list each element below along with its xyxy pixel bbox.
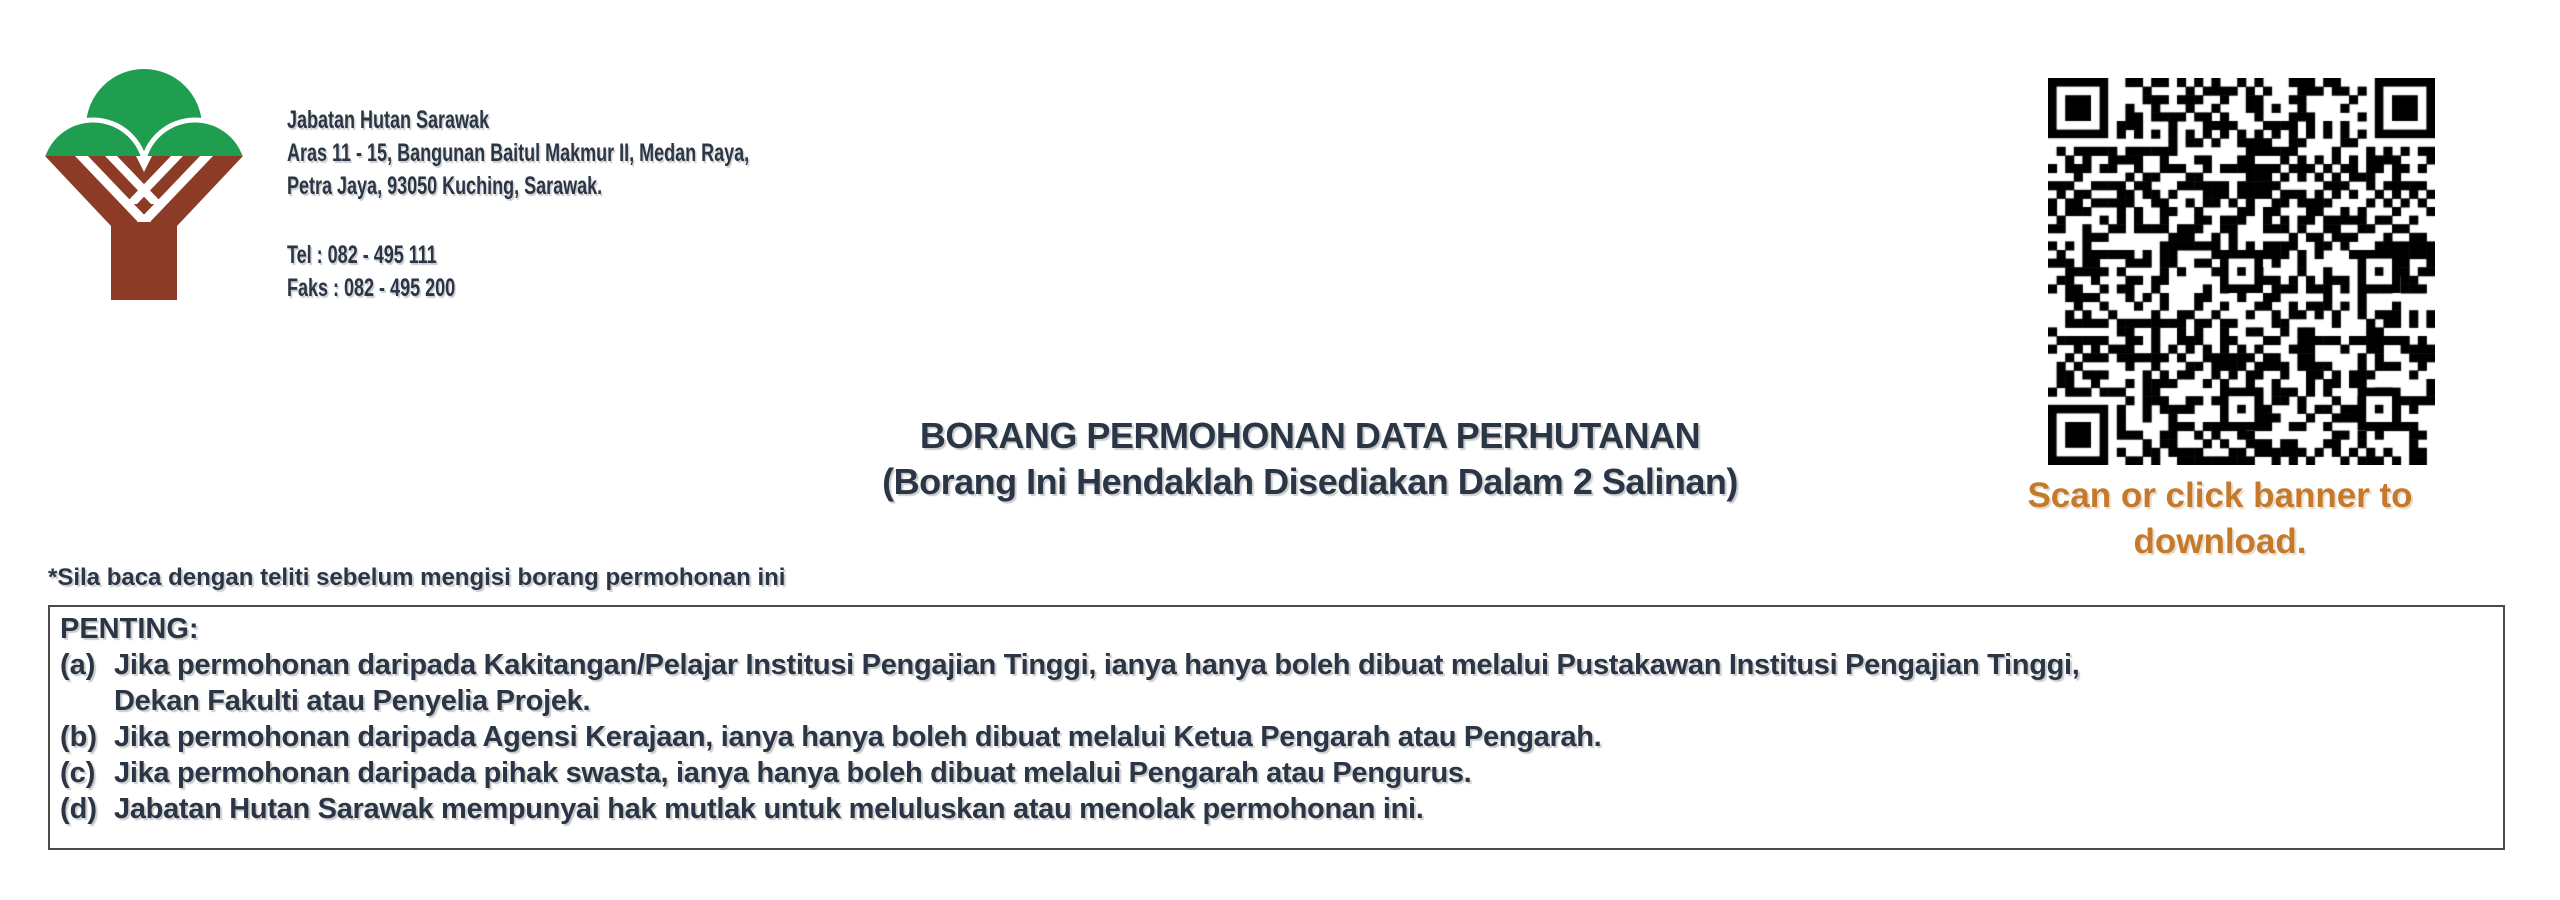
org-name: Jabatan Hutan Sarawak [287,106,490,134]
penting-item-label: (a) [60,649,96,681]
penting-item-line: Jika permohonan daripada pihak swasta, ianya hanya boleh dibuat melalui Pengarah atau Pengurus. [114,757,1472,789]
tree-trunk-icon [45,156,243,300]
penting-box [48,605,2505,850]
penting-item-text [114,647,2493,719]
penting-item-label: (b) [60,721,98,753]
download-banner[interactable] [1995,78,2445,565]
faks-line: Faks : 082 - 495 200 [287,274,456,302]
penting-item-line: Jabatan Hutan Sarawak mempunyai hak mutlak untuk meluluskan atau menolak permohonan ini. [114,793,1424,825]
penting-item-label: (c) [60,757,96,789]
org-address-line1: Aras 11 - 15, Bangunan Baitul Makmur II, Medan Raya, [287,139,750,167]
read-carefully-note: *Sila baca dengan teliti sebelum mengisi borang permohonan ini [48,564,786,591]
contact-block [287,239,455,305]
penting-item-text [114,719,2493,755]
form-title-line2: (Borang Ini Hendaklah Disediakan Dalam 2 Salinan) [882,461,1738,502]
penting-item-line: Jika permohonan daripada Kakitangan/Pelajar Institusi Pengajian Tinggi, ianya hanya boleh dibuat melalui Pustakawan Institusi Pengajian Tinggi, [114,649,2080,681]
tree-logo [43,68,245,300]
qr-caption[interactable]: Scan or click banner to download. [2027,476,2413,561]
qr-code[interactable] [2048,78,2435,465]
penting-item [60,719,2493,755]
org-address-block [287,104,749,203]
form-title-line1: BORANG PERMOHONAN DATA PERHUTANAN [919,415,1701,456]
penting-item-label: (d) [60,793,98,825]
penting-item [60,755,2493,791]
penting-item [60,647,2493,719]
tel-line: Tel : 082 - 495 111 [287,241,437,269]
penting-item-line: Dekan Fakulti atau Penyelia Projek. [114,685,591,717]
org-address-line2: Petra Jaya, 93050 Kuching, Sarawak. [287,172,603,200]
penting-item [60,791,2493,827]
penting-items [60,647,2493,827]
penting-item-line: Jika permohonan daripada Agensi Kerajaan, ianya hanya boleh dibuat melalui Ketua Pengarah atau Pengarah. [114,721,1602,753]
penting-heading: PENTING: [60,613,199,645]
penting-item-text [114,791,2493,827]
penting-item-text [114,755,2493,791]
